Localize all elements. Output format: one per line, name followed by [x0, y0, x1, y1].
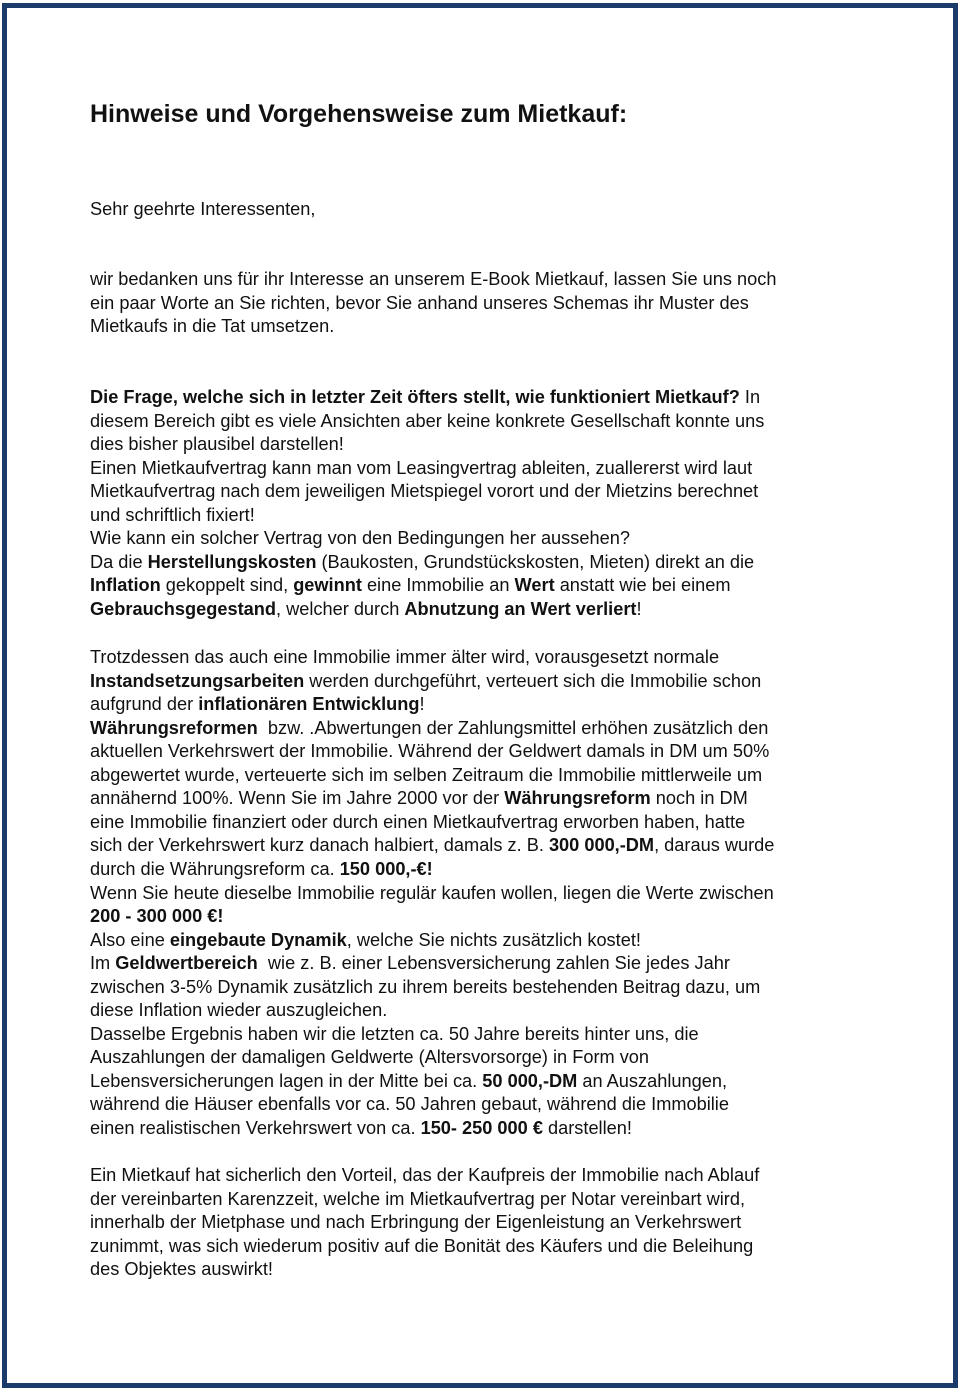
text-line — [90, 268, 776, 292]
text: Wenn Sie heute dieselbe Immobilie regulär kaufen wollen, liegen die Werte zwischen — [90, 882, 774, 903]
bold-text: Abnutzung an Wert verliert — [404, 598, 637, 619]
bold-text: 150 000,-€! — [339, 858, 433, 879]
text: wir bedanken uns für ihr Interesse an unserem E-Book Mietkauf, lassen Sie uns noch — [90, 269, 777, 289]
text: Mietkaufs in die Tat umsetzen. — [90, 316, 335, 337]
text-line — [90, 976, 760, 1000]
text-line — [90, 1164, 759, 1188]
text-line — [90, 386, 760, 410]
text-line — [90, 858, 433, 882]
bold-text: Die Frage, welche sich in letzter Zeit öfters stellt, wie funktioniert Mietkauf? — [90, 387, 740, 407]
text-line — [90, 670, 761, 694]
text-line — [90, 646, 719, 670]
text: innerhalb der Mietphase und nach Erbringung der Eigenleistung an Verkehrswert — [90, 1212, 742, 1233]
text: Auszahlungen der damaligen Geldwerte (Altersvorsorge) in Form von — [90, 1047, 650, 1068]
text: anstatt wie bei einem — [554, 575, 731, 596]
text: Lebensversicherungen lagen in der Mitte bei ca. — [90, 1070, 483, 1091]
text-line — [90, 1070, 727, 1094]
text-line — [90, 574, 731, 598]
text: der vereinbarten Karenzzeit, welche im Mietkaufvertrag per Notar vereinbart wird, — [90, 1188, 746, 1209]
text: gekoppelt sind, — [160, 575, 294, 596]
text: zunimmt, was sich wiederum positiv auf die Bonität des Käufers und die Beleihung — [90, 1235, 754, 1256]
text-line — [90, 598, 642, 622]
text: Wie kann ein solcher Vertrag von den Bedingungen her aussehen? — [90, 528, 630, 549]
text-line — [90, 1093, 729, 1117]
text: eine Immobilie an — [361, 575, 515, 596]
text-line — [90, 787, 748, 811]
text-line — [90, 527, 630, 551]
text: an Auszahlungen, — [577, 1070, 727, 1091]
text: durch die Währungsreform ca. — [90, 858, 340, 879]
bold-text: Herstellungskosten — [147, 551, 317, 572]
text: zwischen 3-5% Dynamik zusätzlich zu ihrem bereits bestehenden Beitrag dazu, um — [90, 976, 761, 997]
text: ! — [636, 598, 642, 619]
text: Sehr geehrte Interessenten, — [90, 199, 316, 219]
text-line — [90, 1023, 699, 1047]
text-line — [90, 551, 754, 575]
text: Ein Mietkauf hat sicherlich den Vorteil, das der Kaufpreis der Immobilie nach Ablauf — [90, 1165, 760, 1185]
text-line — [90, 882, 774, 906]
text: werden durchgeführt, verteuert sich die Immobilie schon — [304, 670, 762, 691]
text: Mietkaufvertrag nach dem jeweiligen Mietspiegel vorort und der Mietzins berechnet — [90, 481, 759, 502]
text-line — [90, 1258, 273, 1282]
bold-text: Währungsreform — [504, 788, 651, 809]
text-line — [90, 740, 769, 764]
bold-text: eingebaute Dynamik — [169, 929, 347, 950]
text: wie z. B. einer Lebensversicherung zahlen Sie jedes Jahr — [257, 953, 730, 974]
text: während die Häuser ebenfalls vor ca. 50 Jahren gebaut, während die Immobilie — [90, 1094, 729, 1115]
text: (Baukosten, Grundstückskosten, Mieten) direkt an die — [316, 551, 755, 572]
text: sich der Verkehrswert kurz danach halbiert, damals z. B. — [90, 835, 549, 856]
text: diese Inflation wieder auszugleichen. — [90, 1000, 388, 1021]
text: noch in DM — [650, 788, 748, 809]
text-line — [90, 811, 745, 835]
text-line — [90, 433, 344, 457]
bold-text: Geldwertbereich — [115, 953, 258, 974]
text: Dasselbe Ergebnis haben wir die letzten ca. 50 Jahre bereits hinter uns, die — [90, 1023, 699, 1044]
text: In — [739, 387, 761, 407]
text: , daraus wurde — [654, 835, 775, 856]
text: abgewertet wurde, verteuerte sich im selben Zeitraum die Immobilie mittlerweile um — [90, 764, 763, 785]
text-line — [90, 929, 641, 953]
bold-text: 150- 250 000 € — [420, 1118, 543, 1138]
text: Einen Mietkaufvertrag kann man vom Leasingvertrag ableiten, zuallererst wird laut — [90, 457, 753, 478]
text: ein paar Worte an Sie richten, bevor Sie anhand unseres Schemas ihr Muster des — [90, 292, 749, 313]
text: Trotzdessen das auch eine Immobilie immer älter wird, vorausgesetzt normale — [90, 647, 720, 667]
text: und schriftlich fixiert! — [90, 504, 255, 525]
text-line — [90, 952, 730, 976]
bold-text: 300 000,-DM — [548, 835, 655, 856]
text-line — [90, 834, 774, 858]
text-line — [90, 1235, 753, 1259]
text-line — [90, 292, 749, 316]
text: darstellen! — [542, 1118, 632, 1138]
text-line — [90, 999, 387, 1023]
text: des Objektes auswirkt! — [90, 1259, 273, 1280]
text: einen realistischen Verkehrswert von ca. — [90, 1118, 421, 1138]
bold-text: Währungsreformen — [90, 717, 258, 738]
text-line — [90, 1211, 741, 1235]
text: eine Immobilie finanziert oder durch einen Mietkaufvertrag erworben haben, hatte — [90, 811, 746, 832]
text-line — [90, 504, 255, 528]
text-line — [90, 693, 425, 717]
text: Im — [90, 953, 116, 974]
text-line — [90, 1188, 745, 1212]
text: Da die — [90, 551, 148, 572]
text: aktuellen Verkehrswert der Immobilie. Während der Geldwert damals in DM um 50% — [90, 741, 770, 762]
text: diesem Bereich gibt es viele Ansichten aber keine konkrete Gesellschaft konnte uns — [90, 410, 765, 431]
text: , welche Sie nichts zusätzlich kostet! — [346, 929, 641, 950]
text: aufgrund der — [90, 694, 199, 715]
text: ! — [419, 694, 425, 715]
bold-text: inflationären Entwicklung — [198, 694, 420, 715]
text-line — [90, 198, 315, 222]
text-line — [90, 717, 768, 741]
bold-text: Wert — [514, 575, 555, 596]
text: annähernd 100%. Wenn Sie im Jahre 2000 vor der — [90, 788, 505, 809]
text-line — [90, 410, 764, 434]
bold-text: 200 - 300 000 €! — [90, 906, 224, 927]
text-line — [90, 315, 334, 339]
bold-text: gewinnt — [293, 575, 362, 596]
text: Also eine — [90, 929, 170, 950]
bold-text: Instandsetzungsarbeiten — [90, 670, 305, 691]
text-line — [90, 1117, 632, 1141]
text-line — [90, 1046, 649, 1070]
document-title: Hinweise und Vorgehensweise zum Mietkauf: — [90, 100, 628, 128]
text: bzw. .Abwertungen der Zahlungsmittel erhöhen zusätzlich den — [257, 717, 769, 738]
text-line — [90, 905, 223, 929]
text-line — [90, 764, 762, 788]
text-line — [90, 457, 752, 481]
bold-text: 50 000,-DM — [482, 1070, 578, 1091]
text: dies bisher plausibel darstellen! — [90, 434, 344, 455]
text: , welcher durch — [275, 598, 405, 619]
bold-text: Inflation — [90, 575, 161, 596]
text-line — [90, 480, 758, 504]
bold-text: Gebrauchsgegestand — [90, 598, 276, 619]
